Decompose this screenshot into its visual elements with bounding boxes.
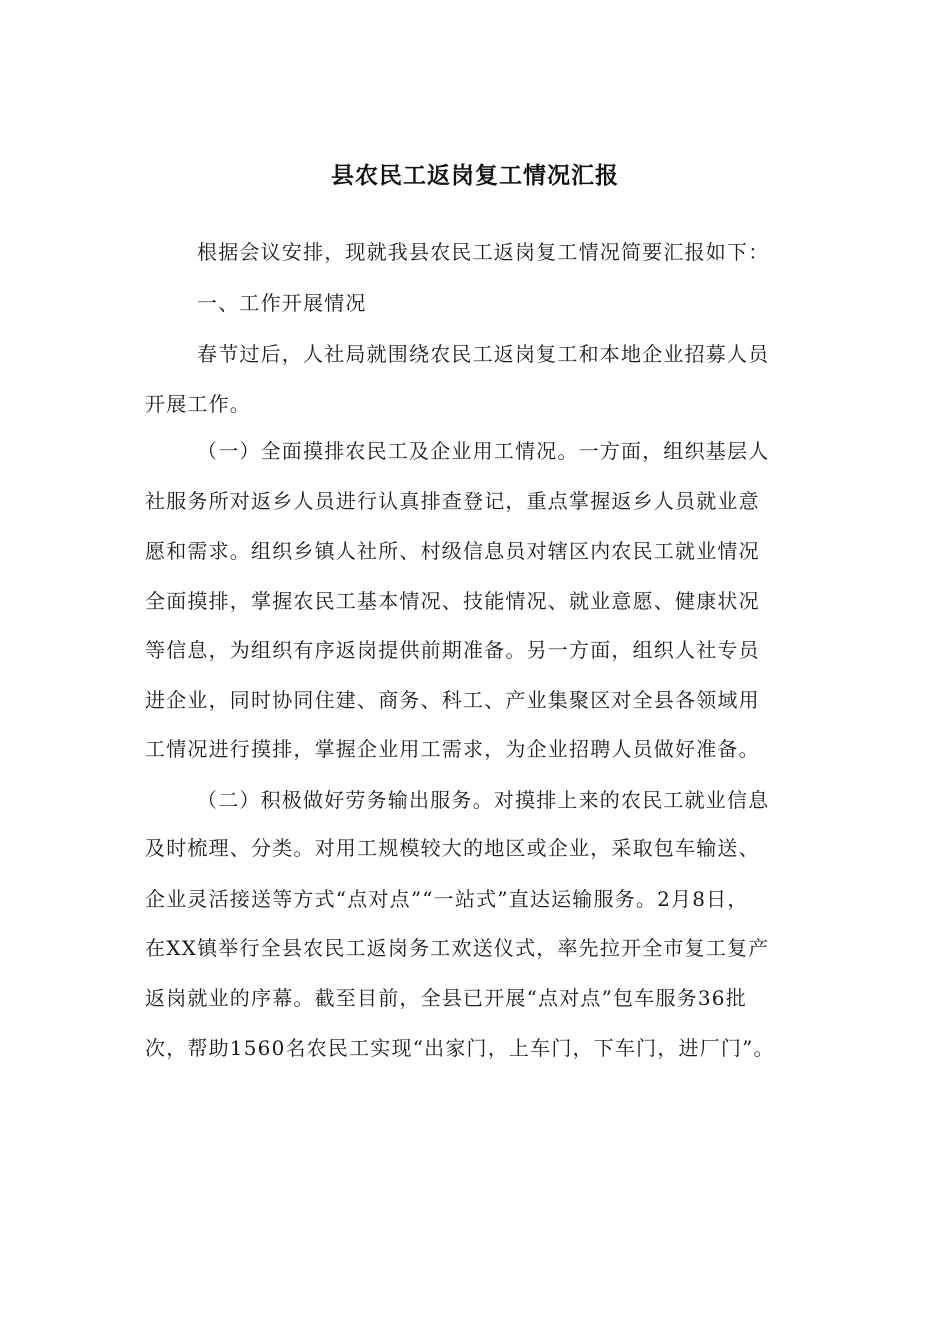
paragraph-line: 企业灵活接送等方式“点对点”“一站式”直达运输服务。2月8日， — [145, 887, 749, 911]
paragraph-line: 愿和需求。组织乡镇人社所、村级信息员对辖区内农民工就业情况 — [145, 539, 760, 563]
paragraph-line: 工情况进行摸排，掌握企业用工需求，为企业招聘人员做好准备。 — [145, 737, 760, 761]
paragraph-line: （一）全面摸排农民工及企业用工情况。一方面，组织基层人 — [197, 439, 770, 463]
paragraph-line: 返岗就业的序幕。截至目前，全县已开展“点对点”包车服务36批 — [145, 986, 747, 1010]
paragraph-line: 开展工作。 — [145, 392, 251, 416]
paragraph-line: 进企业，同时协同住建、商务、科工、产业集聚区对全县各领域用 — [145, 688, 760, 712]
paragraph-line: 在XX镇举行全县农民工返岗务工欢送仪式，率先拉开全市复工复产 — [145, 936, 770, 960]
paragraph-line: 等信息，为组织有序返岗提供前期准备。另一方面，组织人社专员 — [145, 638, 760, 662]
document-title: 县农民工返岗复工情况汇报 — [331, 162, 619, 189]
section-heading: 一、工作开展情况 — [197, 291, 367, 315]
paragraph-line: 全面摸排，掌握农民工基本情况、技能情况、就业意愿、健康状况 — [145, 589, 760, 613]
paragraph-line: （二）积极做好劳务输出服务。对摸排上来的农民工就业信息 — [197, 788, 770, 812]
paragraph-line: 次，帮助1560名农民工实现“出家门，上车门，下车门，进厂门”。 — [145, 1036, 775, 1060]
paragraph-line: 社服务所对返乡人员进行认真排查登记，重点掌握返乡人员就业意 — [145, 489, 760, 513]
paragraph-line: 根据会议安排，现就我县农民工返岗复工情况简要汇报如下： — [197, 240, 770, 264]
paragraph-line: 及时梳理、分类。对用工规模较大的地区或企业，采取包车输送、 — [145, 836, 760, 860]
paragraph-line: 春节过后，人社局就围绕农民工返岗复工和本地企业招募人员 — [197, 342, 770, 366]
